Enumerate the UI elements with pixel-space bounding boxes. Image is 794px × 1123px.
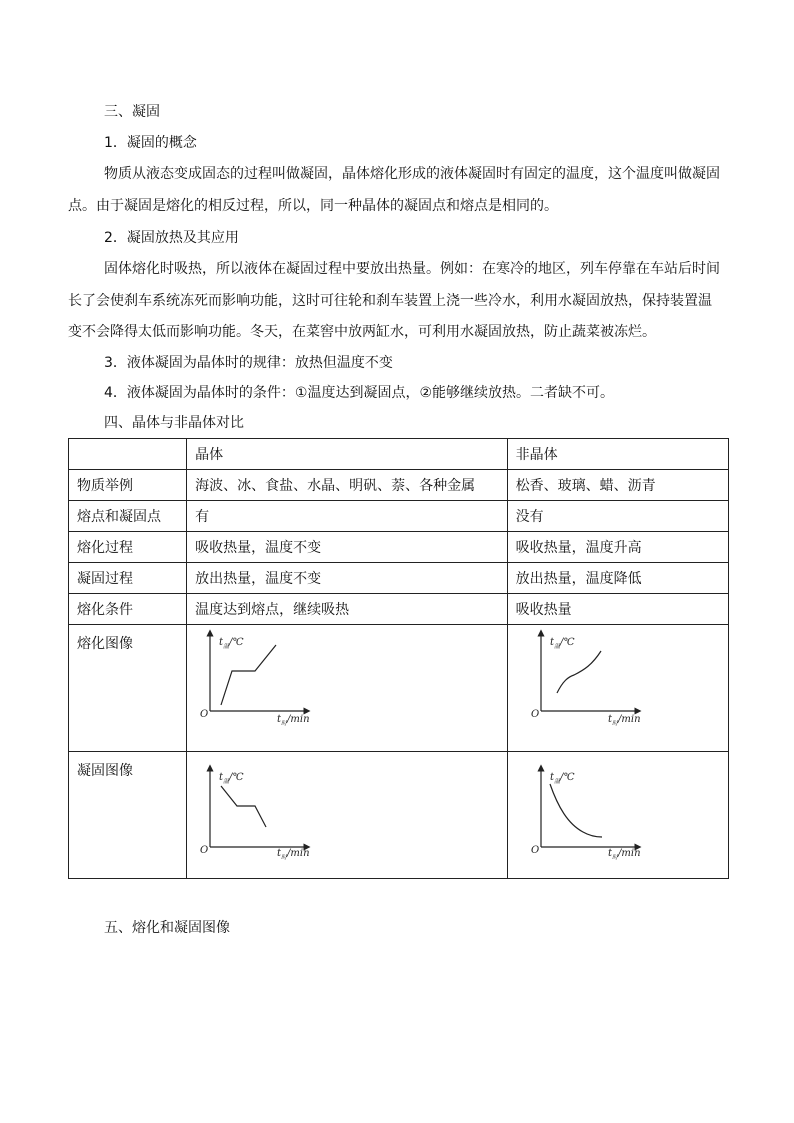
crystal-melting-curve	[221, 645, 276, 705]
table-header-cell	[69, 439, 187, 470]
table-row-solidification-graph	[69, 752, 729, 879]
amorphous-solidification-curve	[550, 784, 602, 837]
comparison-table	[68, 438, 729, 879]
item-2: 2．凝固放热及其应用	[104, 230, 239, 246]
table-row-melting-graph	[69, 625, 729, 752]
table-header-cell: 非晶体	[507, 439, 728, 470]
table-cell: 吸收热量	[507, 594, 728, 625]
table-cell: 吸收热量，温度不变	[187, 532, 507, 563]
amorphous-melting-graph-cell	[507, 625, 728, 752]
table-cell: 放出热量，温度降低	[507, 563, 728, 594]
crystal-melting-graph-cell	[187, 625, 507, 752]
para2-line3: 变不会降得太低而影响功能。冬天，在菜窖中放两缸水，可利用水凝固放热，防止蔬菜被冻烂。	[68, 324, 656, 340]
table-cell: 没有	[507, 501, 728, 532]
crystal-solidification-graph	[187, 752, 507, 878]
table-cell: 熔化条件	[69, 594, 187, 625]
table-header-cell: 晶体	[187, 439, 507, 470]
table-row	[69, 532, 729, 563]
item-1: 1．凝固的概念	[104, 135, 197, 151]
x-axis-label: $t_时/\min$	[277, 848, 310, 861]
table-cell: 温度达到熔点，继续吸热	[187, 594, 507, 625]
table-row	[69, 594, 729, 625]
table-header-row	[69, 439, 729, 470]
table-row	[69, 501, 729, 532]
table-row	[69, 563, 729, 594]
table-cell: 松香、玻璃、蜡、沥青	[507, 470, 728, 501]
table-cell: 吸收热量，温度升高	[507, 532, 728, 563]
para2-line2: 长了会使刹车系统冻死而影响功能，这时可往轮和刹车装置上浇一些冷水，利用水凝固放热，保持装置温	[68, 293, 712, 309]
crystal-solidification-graph-cell	[187, 752, 507, 879]
table-cell: 放出热量，温度不变	[187, 563, 507, 594]
table-cell: 凝固过程	[69, 563, 187, 594]
section5-title: 五、熔化和凝固图像	[104, 920, 230, 936]
x-axis-label: $t_时/\min$	[277, 714, 310, 727]
y-axis-label: $t_温/℃$	[549, 772, 575, 785]
x-axis-label: $t_时/\min$	[607, 714, 641, 727]
origin-label: O	[200, 845, 209, 856]
table-cell: 物质举例	[69, 470, 187, 501]
table-cell: 熔点和凝固点	[69, 501, 187, 532]
x-axis-label: $t_时/\min$	[607, 848, 641, 861]
crystal-melting-graph	[187, 625, 507, 751]
amorphous-melting-curve	[557, 651, 601, 693]
amorphous-solidification-graph-cell	[507, 752, 728, 879]
section4-title: 四、晶体与非晶体对比	[104, 415, 244, 431]
para1-line2: 点。由于凝固是熔化的相反过程，所以，同一种晶体的凝固点和熔点是相同的。	[68, 198, 558, 214]
table-cell: 凝固图像	[69, 752, 187, 879]
y-axis-label: $t_温/℃$	[219, 772, 244, 785]
para2-line1: 固体熔化时吸热，所以液体在凝固过程中要放出热量。例如：在寒冷的地区，列车停靠在车站后时间	[104, 261, 720, 277]
origin-label: O	[530, 845, 539, 856]
section3-title: 三、凝固	[104, 104, 160, 120]
crystal-solidification-curve	[221, 786, 266, 827]
origin-label: O	[530, 709, 539, 720]
amorphous-melting-graph	[508, 625, 729, 751]
para1-line1: 物质从液态变成固态的过程叫做凝固，晶体熔化形成的液体凝固时有固定的温度，这个温度叫做凝固	[104, 166, 720, 182]
table-cell: 熔化图像	[69, 625, 187, 752]
amorphous-solidification-graph	[508, 752, 729, 878]
item-3: 3．液体凝固为晶体时的规律：放热但温度不变	[104, 355, 393, 371]
item-4: 4．液体凝固为晶体时的条件：①温度达到凝固点，②能够继续放热。二者缺不可。	[104, 385, 615, 401]
table-row	[69, 470, 729, 501]
origin-label: O	[200, 709, 209, 720]
table-cell: 熔化过程	[69, 532, 187, 563]
y-axis-label: $t_温/℃$	[549, 637, 575, 650]
table-cell: 有	[187, 501, 507, 532]
y-axis-label: $t_温/℃$	[219, 637, 244, 650]
table-cell: 海波、冰、食盐、水晶、明矾、萘、各种金属	[187, 470, 507, 501]
